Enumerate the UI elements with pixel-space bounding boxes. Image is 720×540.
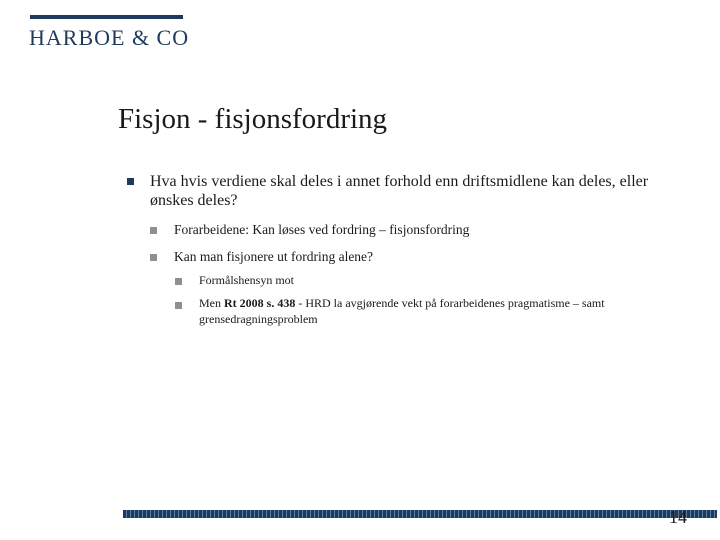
bullet-marker-icon xyxy=(175,278,182,285)
bullet-text xyxy=(199,296,649,327)
bullet-marker-icon xyxy=(175,302,182,309)
case-reference: Rt 2008 s. 438 xyxy=(224,296,296,310)
bullet-text: Forarbeidene: Kan løses ved fordring – fisjonsfordring xyxy=(174,222,470,237)
bullet-marker-icon xyxy=(127,178,134,185)
logo: HARBOE & CO xyxy=(29,25,190,50)
bullet-text-suffix: - HRD la avgjørende vekt på forarbeidenes pragmatisme – samt grensedragningsproblem xyxy=(199,296,605,326)
slide-title: Fisjon - fisjonsfordring xyxy=(118,103,388,135)
page-number: 14 xyxy=(669,507,687,527)
logo-bar xyxy=(30,15,183,19)
bullet-text-prefix: Men xyxy=(199,296,224,310)
bullet-text: Kan man fisjonere ut fordring alene? xyxy=(174,249,374,264)
footer-bar xyxy=(123,510,717,518)
bullet-marker-icon xyxy=(150,254,157,261)
bullet-text: Formålshensyn mot xyxy=(199,273,294,287)
bullet-marker-icon xyxy=(150,227,157,234)
bullet-text: Hva hvis verdiene skal deles i annet forhold enn driftsmidlene kan deles, eller ønskes deles? xyxy=(150,173,649,210)
